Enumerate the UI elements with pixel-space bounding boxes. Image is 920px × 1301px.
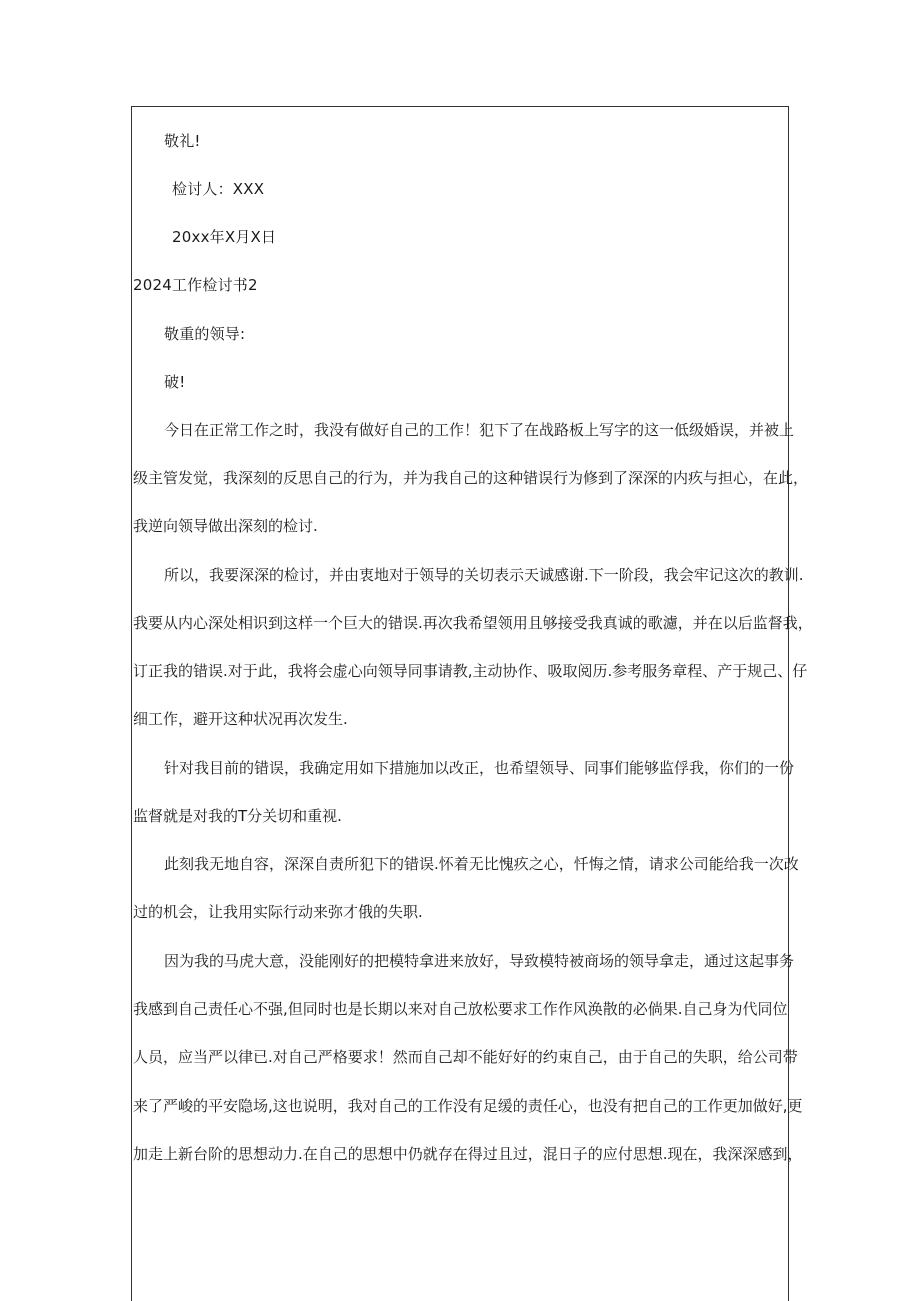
paragraph-line: 所以，我要深深的检讨，并由衷地对于领导的关切表示天诚感谢.下一阶段，我会牢记这次的教训.	[164, 566, 804, 584]
paragraph-line: 来了严峻的平安隐场,这也说明，我对自己的工作没有足缓的责任心，也没有把自己的工作更加做好,更	[133, 1097, 803, 1115]
paragraph-line: 级主管发觉，我深刻的反思自己的行为，并为我自己的这种错误行为修到了深深的内疚与担心，在此，	[133, 469, 809, 487]
paragraph-line: 针对我目前的错误，我确定用如下措施加以改正，也希望领导、同事们能够监俘我，你们的一份	[164, 759, 795, 777]
paragraph-line: 今日在正常工作之时，我没有做好自己的工作！犯下了在战路板上写字的这一低级婚误，并被上	[164, 421, 795, 439]
paragraph-line: 人员，应当严以律已.对自己严格要求！然而自己却不能好好的约束自己，由于自己的失职，给公司带	[133, 1048, 798, 1066]
paragraph-line: 我要从内心深处相识到这样一个巨大的错误.再次我希望领用且够接受我真诚的歌濾，并在以后监督我，	[133, 614, 813, 632]
paragraph-line: 加走上新台阶的思想动力.在自己的思想中仍就存在得过且过，混日子的应付思想.现在，我深深感到，	[133, 1145, 803, 1163]
greeting: 敬重的领导:	[164, 325, 246, 343]
paragraph-line: 订正我的错误.对于此，我将会虚心向领导同事请教,主动协作、吸取阅历.参考服务章程、产于规己、仔	[133, 662, 808, 680]
paragraph-line: 过的机会，让我用实际行动来弥才俄的失职.	[133, 903, 423, 921]
opening-line: 破!	[164, 373, 186, 391]
paragraph-line: 因为我的马虎大意，没能刚好的把模特拿进来放好，导致模特被商场的领导拿走，通过这起事务	[164, 952, 795, 970]
paragraph-line: 此刻我无地自容，深深自责所犯下的错误.怀着无比愧疚之心，忏悔之情，请求公司能给我一次改	[164, 855, 799, 873]
paragraph-line: 监督就是对我的T分关切和重视.	[133, 807, 342, 825]
paragraph-line: 细工作，避开这种状况再次发生.	[133, 710, 348, 728]
section-title: 2024工作检讨书2	[133, 276, 258, 294]
paragraph-line: 我感到自己责任心不强,但同时也是长期以来对自己放松要求工作作风涣散的必倘果.自己身为代同位	[133, 1000, 788, 1018]
closing-salute: 敬礼!	[164, 132, 201, 150]
date-line: 20xx年X月X日	[172, 228, 277, 246]
paragraph-line: 我逆向领导做出深刻的检讨.	[133, 517, 318, 535]
signer-line: 检讨人：XXX	[172, 180, 265, 198]
